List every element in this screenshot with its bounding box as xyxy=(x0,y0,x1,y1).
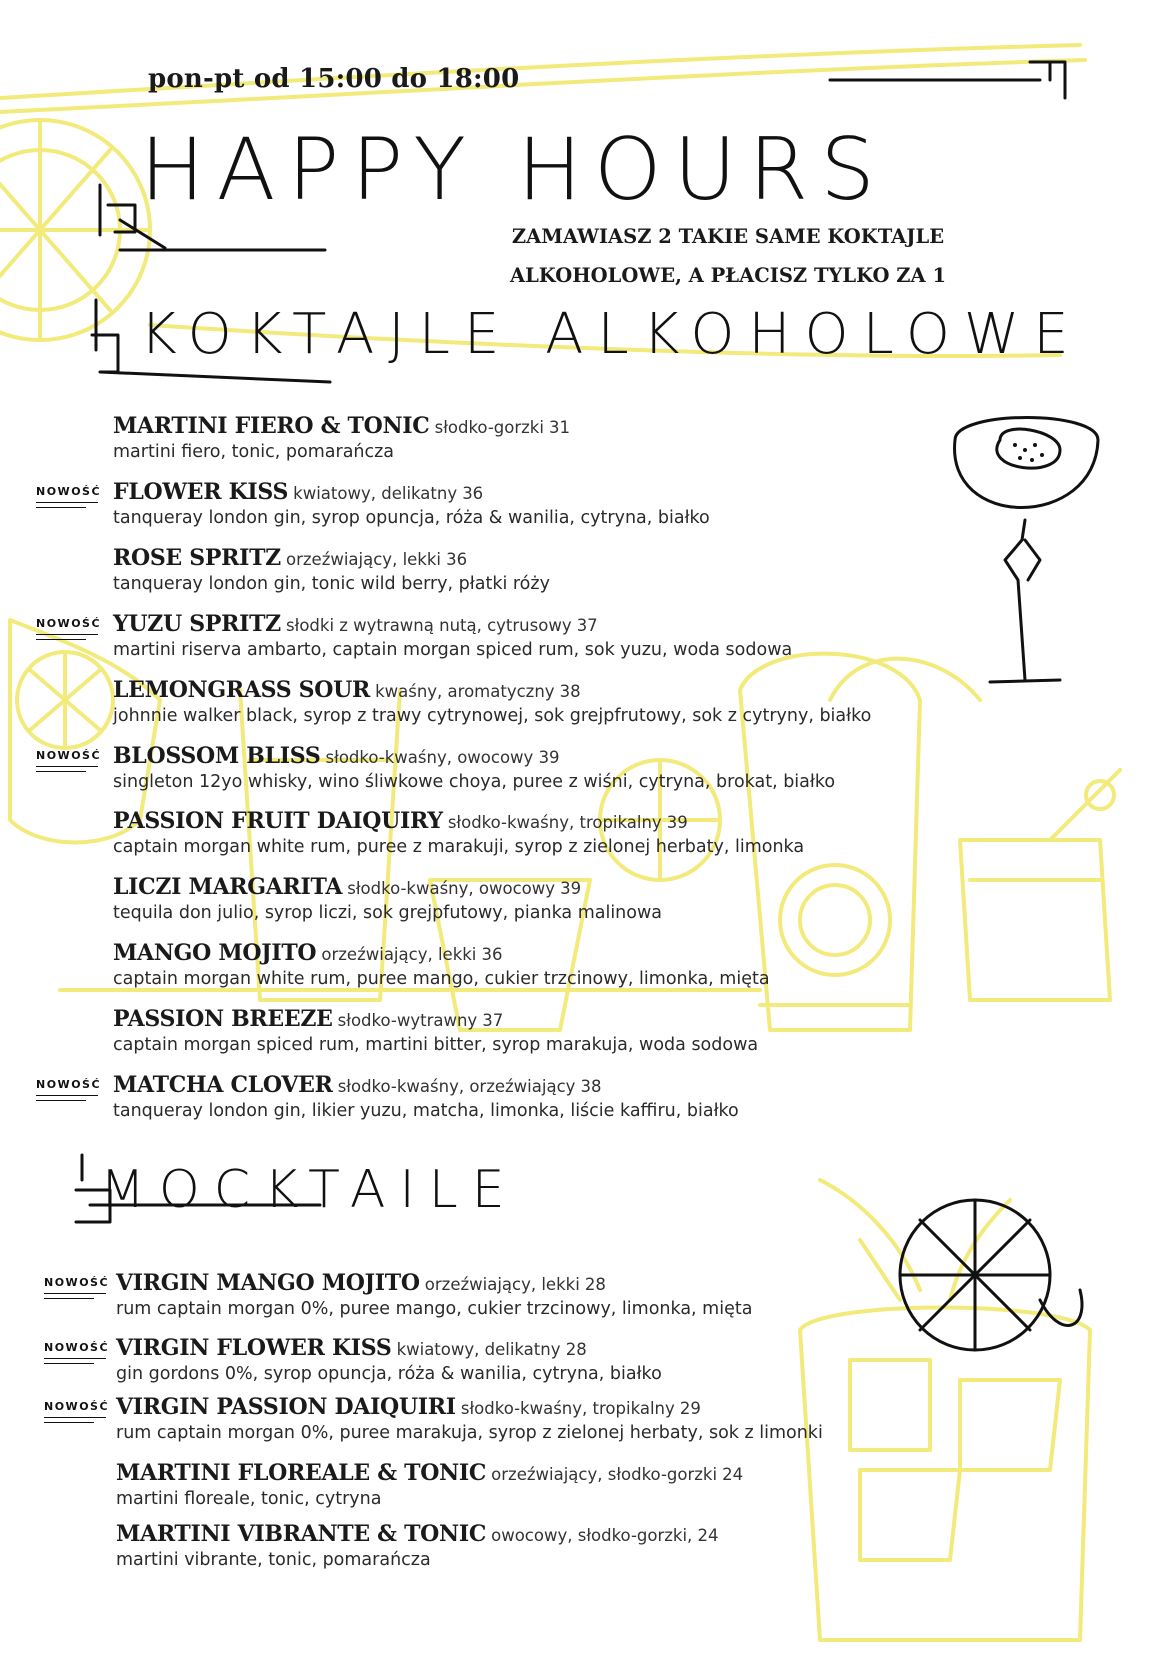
menu-item xyxy=(113,808,913,858)
menu-item xyxy=(116,1335,916,1385)
new-badge xyxy=(36,1078,101,1091)
menu-item-description: kwiatowy, delikatny xyxy=(293,484,458,503)
menu-item-ingredients: rum captain morgan 0%, puree marakuja, syrop z zielonej herbaty, sok z limonki xyxy=(116,1423,823,1443)
menu-item xyxy=(113,940,913,990)
menu-item-header xyxy=(113,940,913,968)
menu-item-price: 38 xyxy=(580,1077,602,1096)
menu-item-name: MARTINI FLOREALE & TONIC xyxy=(116,1460,487,1486)
menu-item-price: 39 xyxy=(666,813,688,832)
menu-item-ingredients: captain morgan spiced rum, martini bitter, syrop marakuja, woda sodowa xyxy=(113,1035,759,1055)
menu-item-description: orzeźwiający, lekki xyxy=(321,945,477,964)
menu-item-ingredients: tequila don julio, syrop liczi, sok grejpfutowy, pianka malinowa xyxy=(113,903,663,923)
menu-item xyxy=(116,1521,916,1571)
menu-item-description: kwiatowy, delikatny xyxy=(396,1340,566,1359)
menu-item-ingredients: martini floreale, tonic, cytryna xyxy=(116,1489,382,1509)
menu-item-name: MARTINI VIBRANTE & TONIC xyxy=(116,1521,487,1547)
menu-item-description: słodko-wytrawny xyxy=(337,1011,478,1030)
menu-item-header xyxy=(116,1335,916,1363)
menu-item-price: 37 xyxy=(576,616,598,635)
new-badge-underline xyxy=(36,766,98,767)
menu-item xyxy=(113,413,913,463)
menu-item-description: słodko-kwaśny, owocowy xyxy=(325,748,539,767)
new-badge-underline xyxy=(36,502,98,503)
promo-line-1: ZAMAWIASZ 2 TAKIE SAME KOKTAJLE xyxy=(511,225,945,248)
menu-item-header xyxy=(113,611,913,639)
section-title-mocktails: MOCKTAILE xyxy=(100,1160,519,1220)
menu-item-ingredients: singleton 12yo whisky, wino śliwkowe choya, puree z wiśni, cytryna, brokat, białko xyxy=(113,772,836,792)
menu-item-name: LICZI MARGARITA xyxy=(113,874,343,900)
menu-item xyxy=(113,479,913,529)
new-badge-underline xyxy=(44,1417,106,1418)
menu-item-ingredients: johnnie walker black, syrop z trawy cytrynowej, sok grejpfrutowy, sok z cytryny, białko xyxy=(113,706,872,726)
menu-item-name: BLOSSOM BLISS xyxy=(113,743,321,769)
menu-item-price: 39 xyxy=(538,748,560,767)
menu-item-description: słodki z wytrawną nutą, cytrusowy xyxy=(286,616,572,635)
menu-item-name: YUZU SPRITZ xyxy=(113,611,281,637)
menu-item-name: PASSION FRUIT DAIQUIRY xyxy=(113,808,443,834)
menu-item-ingredients: rum captain morgan 0%, puree mango, cukier trzcinowy, limonka, mięta xyxy=(116,1299,753,1319)
menu-item-name: MARTINI FIERO & TONIC xyxy=(113,413,430,439)
menu-item-name: VIRGIN FLOWER KISS xyxy=(116,1335,392,1361)
menu-item-price: 39 xyxy=(560,879,582,898)
new-badge-underline xyxy=(44,1363,94,1364)
new-badge xyxy=(36,485,101,498)
menu-item-header xyxy=(116,1394,916,1422)
menu-item-price: 36 xyxy=(481,945,503,964)
menu-item-ingredients: captain morgan white rum, puree z marakuji, syrop z zielonej herbaty, limonka xyxy=(113,837,805,857)
menu-item xyxy=(116,1394,916,1444)
new-badge-underline xyxy=(36,639,86,640)
menu-item xyxy=(116,1270,916,1320)
new-badge-label: NOWOŚĆ xyxy=(44,1276,110,1289)
menu-item-header xyxy=(113,743,913,771)
menu-item-name: VIRGIN MANGO MOJITO xyxy=(116,1270,420,1296)
menu-item-ingredients: captain morgan white rum, puree mango, cukier trzcinowy, limonka, mięta xyxy=(113,969,770,989)
happy-hours-time: pon-pt od 15:00 do 18:00 xyxy=(148,64,520,94)
menu-item-description: orzeźwiający, słodko-gorzki xyxy=(491,1465,718,1484)
menu-item-ingredients: tanqueray london gin, tonic wild berry, płatki róży xyxy=(113,574,550,594)
menu-item xyxy=(113,1072,913,1122)
menu-item-header xyxy=(116,1521,916,1549)
menu-item-header xyxy=(116,1270,916,1298)
new-badge-label: NOWOŚĆ xyxy=(36,1078,102,1091)
menu-item-header xyxy=(113,1006,913,1034)
menu-item xyxy=(113,743,913,793)
menu-item-name: MATCHA CLOVER xyxy=(113,1072,333,1098)
new-badge-underline xyxy=(36,507,86,508)
new-badge xyxy=(36,749,101,762)
menu-item-price: 29 xyxy=(679,1399,701,1418)
menu-item-ingredients: tanqueray london gin, likier yuzu, matcha, limonka, liście kaffiru, białko xyxy=(113,1101,739,1121)
new-badge-underline xyxy=(36,634,98,635)
menu-item xyxy=(116,1460,916,1510)
menu-item-price: 24 xyxy=(722,1465,744,1484)
promo-line-2: ALKOHOLOWE, A PŁACISZ TYLKO ZA 1 xyxy=(509,264,947,287)
page-title: HAPPY HOURS xyxy=(140,120,887,220)
new-badge xyxy=(44,1276,109,1289)
menu-item-description: słodko-kwaśny, orzeźwiający xyxy=(337,1077,576,1096)
menu-item-description: orzeźwiający, lekki xyxy=(424,1275,580,1294)
menu-item-description: kwaśny, aromatyczny xyxy=(375,682,555,701)
menu-item-header xyxy=(113,479,913,507)
menu-item-name: LEMONGRASS SOUR xyxy=(113,677,370,703)
new-badge-underline xyxy=(36,1095,98,1096)
menu-item-ingredients: gin gordons 0%, syrop opuncja, róża & wanilia, cytryna, białko xyxy=(116,1364,662,1384)
menu-item-description: słodko-kwaśny, tropikalny xyxy=(460,1399,675,1418)
new-badge-underline xyxy=(44,1358,106,1359)
menu-item-header xyxy=(113,545,913,573)
menu-item-price: 37 xyxy=(482,1011,504,1030)
menu-item-ingredients: martini vibrante, tonic, pomarańcza xyxy=(116,1550,431,1570)
new-badge-underline xyxy=(36,1100,86,1101)
menu-item-name: VIRGIN PASSION DAIQUIRI xyxy=(116,1394,456,1420)
menu-item-name: PASSION BREEZE xyxy=(113,1006,333,1032)
menu-item-ingredients: martini fiero, tonic, pomarańcza xyxy=(113,442,395,462)
new-badge xyxy=(44,1400,109,1413)
new-badge-label: NOWOŚĆ xyxy=(36,485,102,498)
new-badge xyxy=(36,617,101,630)
new-badge-label: NOWOŚĆ xyxy=(44,1400,110,1413)
menu-item-header xyxy=(113,677,913,705)
menu-item-header xyxy=(113,874,913,902)
menu-item xyxy=(113,677,913,727)
menu-item-ingredients: tanqueray london gin, syrop opuncja, róża & wanilia, cytryna, białko xyxy=(113,508,710,528)
new-badge-label: NOWOŚĆ xyxy=(44,1341,110,1354)
new-badge-label: NOWOŚĆ xyxy=(36,749,102,762)
new-badge-label: NOWOŚĆ xyxy=(36,617,102,630)
new-badge-underline xyxy=(44,1422,94,1423)
menu-item-price: 36 xyxy=(462,484,484,503)
menu-item-price: 36 xyxy=(446,550,468,569)
menu-item-name: ROSE SPRITZ xyxy=(113,545,281,571)
menu-item-price: 38 xyxy=(559,682,581,701)
menu-item-price: 28 xyxy=(565,1340,587,1359)
menu-item-description: owocowy, słodko-gorzki, xyxy=(491,1526,698,1545)
menu-item-name: FLOWER KISS xyxy=(113,479,289,505)
menu-item xyxy=(113,611,913,661)
new-badge-underline xyxy=(36,771,86,772)
menu-item-ingredients: martini riserva ambarto, captain morgan spiced rum, sok yuzu, woda sodowa xyxy=(113,640,793,660)
new-badge-underline xyxy=(44,1293,106,1294)
menu-item-header xyxy=(116,1460,916,1488)
menu-item-price: 28 xyxy=(584,1275,606,1294)
menu-item-description: słodko-kwaśny, tropikalny xyxy=(447,813,662,832)
menu-item-header xyxy=(113,413,913,441)
menu-item-description: słodko-gorzki xyxy=(434,418,544,437)
menu-item-name: MANGO MOJITO xyxy=(113,940,317,966)
menu-item xyxy=(113,1006,913,1056)
menu-item-header xyxy=(113,1072,913,1100)
new-badge-underline xyxy=(44,1298,94,1299)
new-badge xyxy=(44,1341,109,1354)
menu-item-header xyxy=(113,808,913,836)
menu-item-description: orzeźwiający, lekki xyxy=(286,550,441,569)
menu-item-price: 31 xyxy=(549,418,571,437)
menu-item xyxy=(113,545,913,595)
menu-item-price: 24 xyxy=(697,1526,719,1545)
menu-item-description: słodko-kwaśny, owocowy xyxy=(347,879,556,898)
section-title-cocktails: KOKTAJLE ALKOHOLOWE xyxy=(140,302,1083,367)
menu-item xyxy=(113,874,913,924)
